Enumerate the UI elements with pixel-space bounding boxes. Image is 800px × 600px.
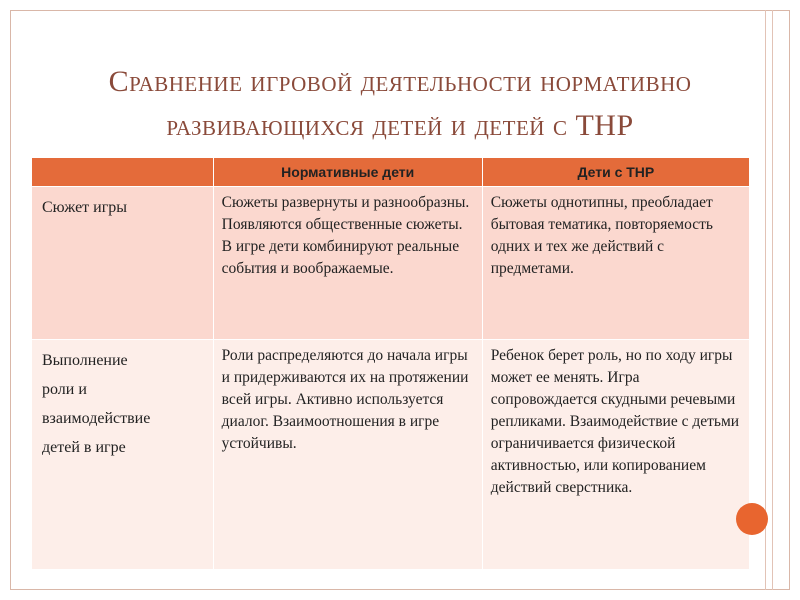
table-header-row bbox=[32, 158, 750, 187]
row-label-line: Сюжет игры bbox=[42, 199, 128, 216]
decorative-margin-line bbox=[765, 10, 766, 590]
row-label-plot bbox=[32, 187, 214, 340]
table-row bbox=[32, 187, 750, 340]
decorative-margin-line bbox=[772, 10, 773, 590]
table-header-normative: Нормативные дети bbox=[213, 158, 482, 187]
cell-normative-plot: Сюжеты развернуты и разнообразны. Появляются общественные сюжеты. В игре дети комбинируют реальные события и воображаемые. bbox=[213, 187, 482, 340]
cell-tnr-role: Ребенок берет роль, но по ходу игры может ее менять. Игра сопровождается скудными речевыми репликами. Взаимодействие с детьми ограничивается физической активностью, или копированием действий сверстника. bbox=[482, 340, 749, 570]
cell-normative-role: Роли распределяются до начала игры и придерживаются их на протяжении всей игры. Активно используется диалог. Взаимоотношения в игре устойчивы. bbox=[213, 340, 482, 570]
cell-tnr-plot: Сюжеты однотипны, преобладает бытовая тематика, повторяемость одних и тех же действий с предметами. bbox=[482, 187, 749, 340]
table-header-empty bbox=[32, 158, 214, 187]
slide-title-line-2: развивающихся детей и детей с ТНР bbox=[166, 109, 634, 142]
row-label-line: роли и bbox=[42, 381, 87, 398]
slide-title bbox=[40, 60, 760, 148]
table-header-tnr: Дети с ТНР bbox=[482, 158, 749, 187]
row-label-role bbox=[32, 340, 214, 570]
comparison-table bbox=[31, 157, 750, 570]
row-label-line: взаимодействие bbox=[42, 410, 151, 427]
table-row bbox=[32, 340, 750, 570]
row-label-line: Выполнение bbox=[42, 352, 128, 369]
decorative-accent-circle bbox=[736, 503, 768, 535]
slide-title-line-1: Сравнение игровой деятельности нормативно bbox=[108, 65, 692, 98]
row-label-line: детей в игре bbox=[42, 439, 126, 456]
